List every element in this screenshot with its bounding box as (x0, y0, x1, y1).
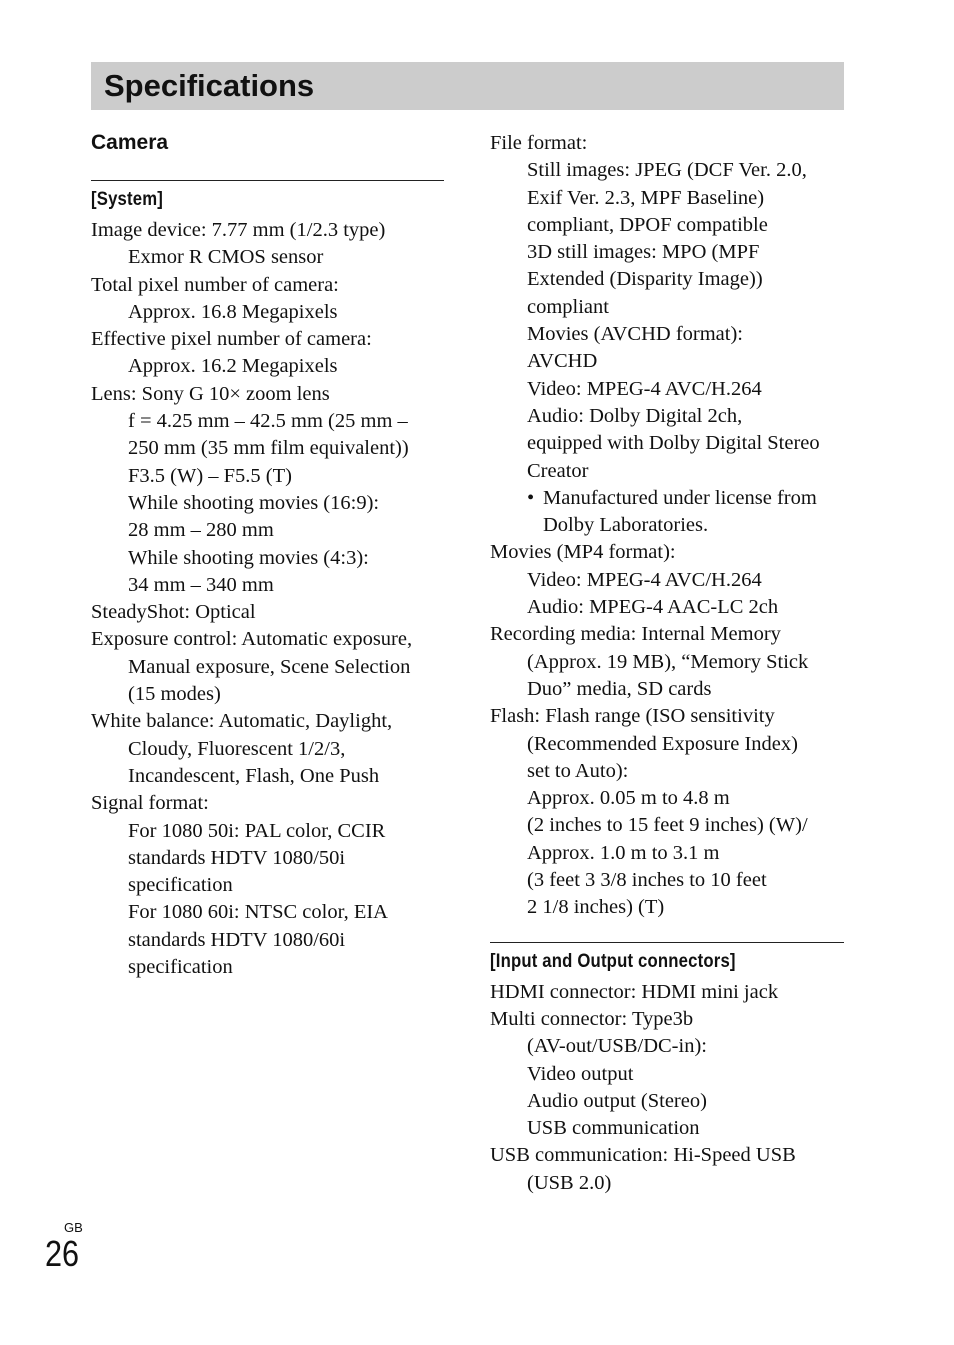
spec-detail: compliant, DPOF compatible (527, 213, 768, 236)
spec-entry (490, 1006, 844, 1142)
spec-detail: USB communication (527, 1117, 700, 1140)
spec-detail: 28 mm – 280 mm (128, 519, 274, 542)
spec-detail: For 1080 60i: NTSC color, EIA (128, 901, 388, 924)
spec-label: Effective pixel number of camera: (91, 328, 372, 351)
spec-label: USB communication: Hi-Speed USB (490, 1144, 796, 1167)
license-note (490, 485, 844, 540)
spec-detail: AVCHD (527, 350, 598, 373)
spec-label: Exposure control: Automatic exposure, (91, 628, 413, 651)
spec-detail: (2 inches to 15 feet 9 inches) (W)/ (527, 814, 808, 837)
spec-label: HDMI connector: HDMI mini jack (490, 980, 779, 1003)
spec-entry (91, 217, 444, 272)
spec-label: Multi connector: Type3b (490, 1007, 694, 1030)
spec-detail: Video output (527, 1062, 634, 1085)
spec-detail: Approx. 16.2 Megapixels (128, 355, 338, 378)
spec-detail: Video: MPEG-4 AVC/H.264 (527, 377, 762, 400)
spec-label: Flash: Flash range (ISO sensitivity (490, 705, 775, 728)
spec-label: Signal format: (91, 792, 209, 815)
spec-entry (91, 626, 444, 708)
spec-detail: Approx. 16.8 Megapixels (128, 300, 338, 323)
spec-label: File format: (490, 132, 588, 154)
spec-detail: specification (128, 956, 233, 979)
spec-detail: equipped with Dolby Digital Stereo (527, 432, 820, 455)
section-heading-connectors: [Input and Output connectors] (490, 950, 736, 972)
license-note-line: Manufactured under license from (543, 486, 817, 509)
spec-label: SteadyShot: Optical (91, 601, 256, 624)
spec-entry (91, 599, 444, 626)
title-bar (91, 62, 844, 110)
file-format-details (490, 157, 844, 485)
spec-detail: Approx. 1.0 m to 3.1 m (527, 841, 720, 864)
spec-detail: Audio: Dolby Digital 2ch, (527, 404, 743, 427)
spec-detail: (3 feet 3 3/8 inches to 10 feet (527, 869, 767, 892)
section-divider (91, 180, 444, 181)
connector-spec-list (490, 979, 844, 1197)
spec-detail: Manual exposure, Scene Selection (128, 655, 411, 678)
spec-detail: While shooting movies (4:3): (128, 546, 369, 569)
spec-detail: Exif Ver. 2.3, MPF Baseline) (527, 186, 765, 209)
spec-detail: Video: MPEG-4 AVC/H.264 (527, 568, 762, 591)
spec-entry (490, 1142, 844, 1197)
spec-detail: Exmor R CMOS sensor (128, 246, 324, 269)
spec-label: Lens: Sony G 10× zoom lens (91, 382, 330, 405)
spec-detail: F3.5 (W) – F5.5 (T) (128, 464, 292, 487)
spec-detail: (Approx. 19 MB), “Memory Stick (527, 650, 809, 673)
section-divider (490, 942, 844, 943)
spec-detail: 34 mm – 340 mm (128, 573, 274, 596)
spec-entry (91, 708, 444, 790)
spec-entry (91, 381, 444, 599)
spec-detail: compliant (527, 295, 609, 318)
license-note-line: Dolby Laboratories. (543, 514, 709, 537)
spec-detail: set to Auto): (527, 759, 629, 782)
spec-label: Recording media: Internal Memory (490, 623, 781, 646)
spec-detail: Movies (AVCHD format): (527, 323, 743, 346)
spec-detail: (15 modes) (128, 683, 221, 706)
spec-detail: specification (128, 874, 233, 897)
spec-detail: (AV-out/USB/DC-in): (527, 1035, 707, 1058)
spec-entry (490, 979, 844, 1006)
section-heading-system: [System] (91, 189, 164, 210)
system-spec-list (91, 217, 444, 981)
spec-detail: Creator (527, 459, 589, 482)
page-title: Specifications (104, 68, 315, 103)
spec-label: White balance: Automatic, Daylight, (91, 710, 393, 733)
bullet-icon: • (527, 486, 535, 509)
spec-detail: Still images: JPEG (DCF Ver. 2.0, (527, 159, 807, 182)
spec-detail: standards HDTV 1080/60i (128, 928, 346, 951)
spec-detail: (Recommended Exposure Index) (527, 732, 798, 755)
spec-detail: Incandescent, Flash, One Push (128, 764, 380, 787)
language-code: GB (64, 1220, 83, 1235)
spec-detail: Duo” media, SD cards (527, 677, 712, 700)
spec-entry (490, 703, 844, 921)
spec-label: Movies (MP4 format): (490, 541, 676, 564)
page-number: 26 (45, 1233, 80, 1274)
spec-detail: Extended (Disparity Image)) (527, 268, 763, 291)
spec-detail: Audio: MPEG-4 AAC-LC 2ch (527, 596, 779, 619)
right-column (490, 130, 844, 1197)
file-format-spec (490, 130, 844, 539)
spec-entry (91, 272, 444, 327)
spec-entry (91, 326, 444, 381)
spec-detail: (USB 2.0) (527, 1171, 612, 1194)
spec-detail: Audio output (Stereo) (527, 1089, 707, 1112)
spec-detail: standards HDTV 1080/50i (128, 846, 346, 869)
left-column (91, 128, 444, 981)
media-spec-list (490, 539, 844, 921)
spec-detail: For 1080 50i: PAL color, CCIR (128, 819, 386, 842)
spec-detail: While shooting movies (16:9): (128, 491, 380, 514)
spec-entry (91, 790, 444, 981)
spec-detail: Cloudy, Fluorescent 1/2/3, (128, 737, 346, 760)
spec-label: Total pixel number of camera: (91, 273, 339, 296)
spec-detail: f = 4.25 mm – 42.5 mm (25 mm – (128, 410, 408, 433)
spec-detail: 250 mm (35 mm film equivalent)) (128, 437, 409, 460)
spec-detail: 2 1/8 inches) (T) (527, 896, 665, 919)
spec-entry (490, 539, 844, 621)
spec-detail: Approx. 0.05 m to 4.8 m (527, 787, 730, 810)
category-heading: Camera (91, 131, 169, 154)
spec-detail: 3D still images: MPO (MPF (527, 241, 760, 264)
spec-entry (490, 621, 844, 703)
spec-label: Image device: 7.77 mm (1/2.3 type) (91, 219, 386, 241)
